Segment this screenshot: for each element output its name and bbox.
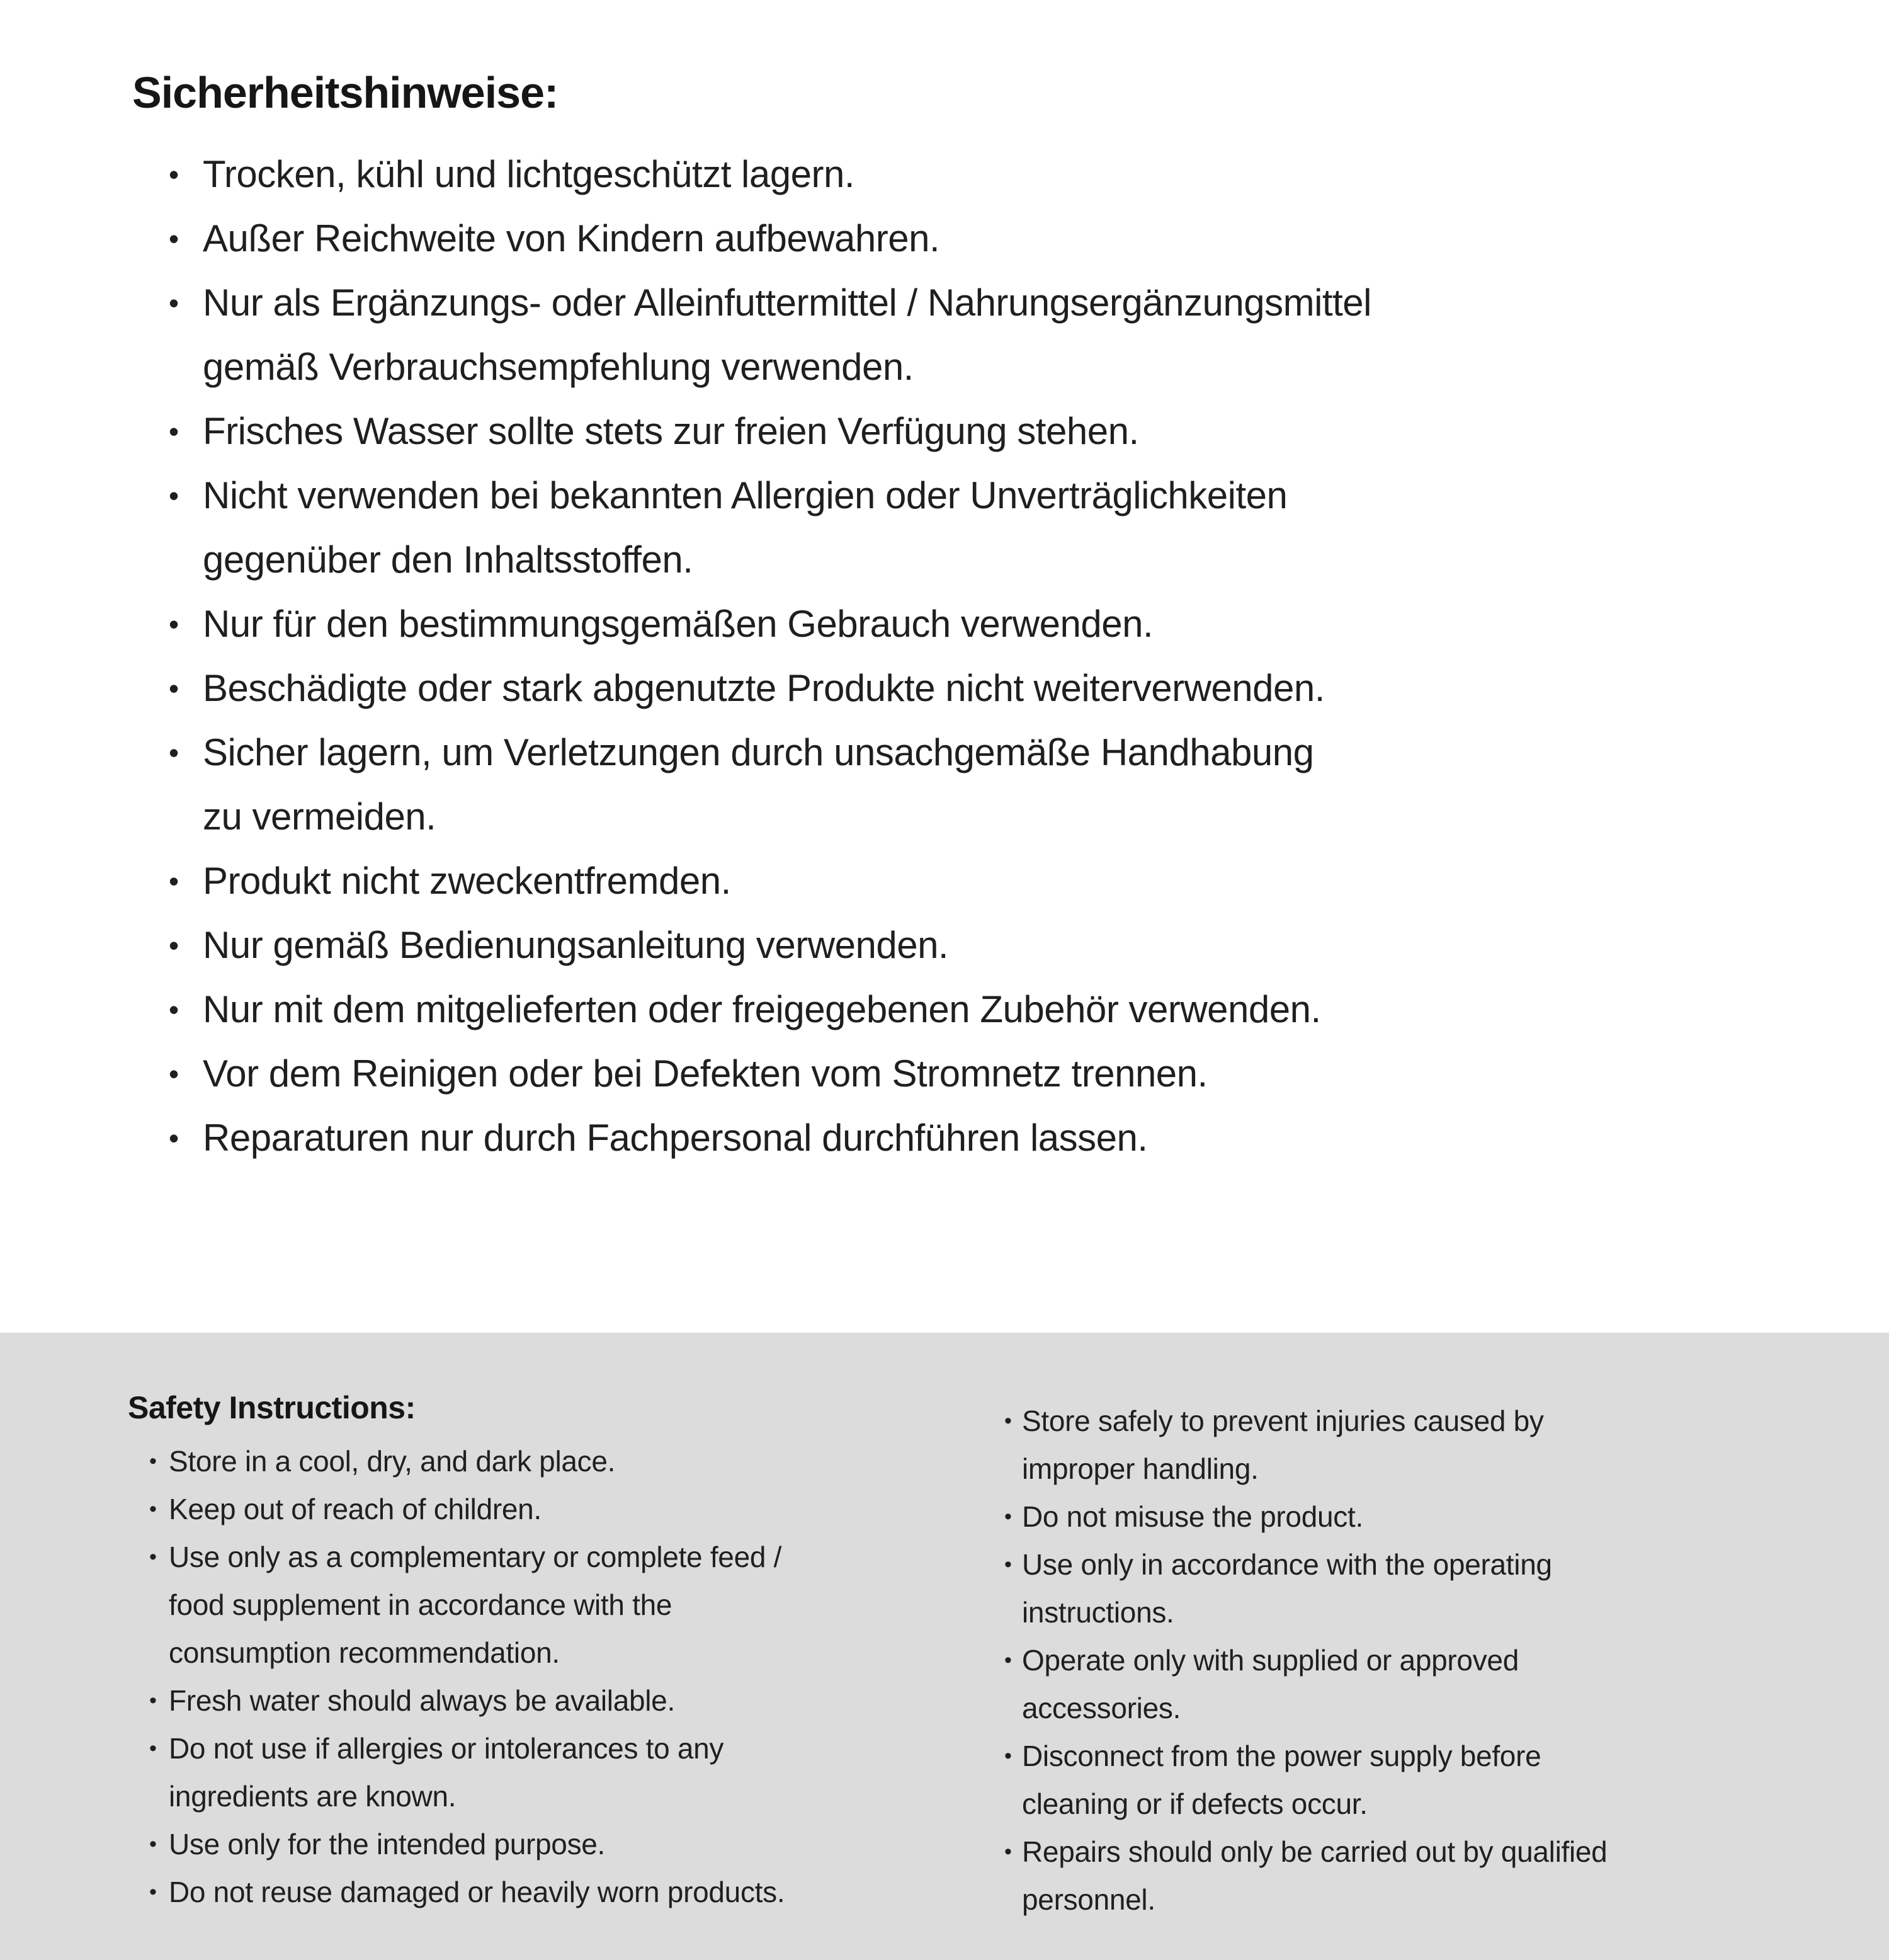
bullet-icon: • (149, 1880, 157, 1904)
list-item (128, 1724, 934, 1820)
list-item-text (169, 1485, 934, 1533)
list-item-text (203, 592, 1793, 656)
german-safety-section (0, 68, 1889, 1333)
list-item-text (203, 656, 1793, 721)
list-item (169, 849, 1793, 913)
english-left-bullet-list (128, 1437, 934, 1916)
bullet-icon: • (1004, 1553, 1012, 1576)
bullet-icon: • (169, 736, 179, 769)
english-safety-section (0, 1333, 1889, 1960)
list-item-text (169, 1868, 934, 1916)
text-line: Use only as a complementary or complete feed / (169, 1541, 782, 1573)
list-item-text (1022, 1732, 1880, 1828)
german-section-title: Sicherheitshinweise: (132, 68, 559, 117)
text-line: Sicher lagern, um Verletzungen durch unsachgemäße Handhabung (203, 731, 1314, 773)
list-item-text (203, 913, 1793, 977)
list-item (169, 1042, 1793, 1106)
list-item (169, 464, 1793, 592)
list-item-text (169, 1724, 934, 1820)
list-item (1004, 1732, 1880, 1828)
list-item-text (169, 1437, 934, 1485)
bullet-icon: • (169, 929, 179, 962)
text-line: consumption recommendation. (169, 1636, 560, 1669)
bullet-icon: • (149, 1832, 157, 1856)
list-item (1004, 1541, 1880, 1636)
text-line: Store in a cool, dry, and dark place. (169, 1445, 616, 1478)
text-line: Use only for the intended purpose. (169, 1828, 606, 1860)
english-left-column (128, 1392, 934, 1916)
list-item (128, 1868, 934, 1916)
bullet-icon: • (149, 1449, 157, 1473)
text-line: Nicht verwenden bei bekannten Allergien oder Unverträglichkeiten (203, 474, 1288, 516)
list-item (169, 913, 1793, 977)
bullet-icon: • (169, 672, 179, 705)
bullet-icon: • (169, 415, 179, 448)
list-item-text (1022, 1397, 1880, 1493)
bullet-icon: • (169, 993, 179, 1026)
text-line: Nur gemäß Bedienungsanleitung verwenden. (203, 924, 949, 966)
bullet-icon: • (169, 158, 179, 191)
list-item-text (169, 1533, 934, 1677)
text-line: improper handling. (1022, 1452, 1259, 1485)
list-item (169, 399, 1793, 464)
list-item-text (1022, 1541, 1880, 1636)
bullet-icon: • (149, 1497, 157, 1521)
list-item (128, 1533, 934, 1677)
text-line: cleaning or if defects occur. (1022, 1787, 1368, 1820)
text-line: Do not use if allergies or intolerances to any (169, 1732, 724, 1765)
text-line: Trocken, kühl und lichtgeschützt lagern. (203, 153, 855, 195)
text-line: Store safely to prevent injuries caused by (1022, 1404, 1544, 1437)
list-item (1004, 1397, 1880, 1493)
german-bullet-list (169, 142, 1793, 1170)
list-item (169, 271, 1793, 399)
text-line: accessories. (1022, 1692, 1181, 1724)
bullet-icon: • (169, 287, 179, 319)
list-item-text (203, 721, 1793, 849)
bullet-icon: • (1004, 1505, 1012, 1529)
list-item (169, 1106, 1793, 1170)
text-line: Keep out of reach of children. (169, 1493, 542, 1525)
english-right-column (1004, 1383, 1880, 1923)
text-line: Außer Reichweite von Kindern aufbewahren. (203, 217, 940, 259)
list-item (169, 977, 1793, 1042)
bullet-icon: • (1004, 1744, 1012, 1768)
list-item (169, 656, 1793, 721)
list-item (128, 1485, 934, 1533)
text-line: personnel. (1022, 1883, 1155, 1916)
list-item-text (203, 1106, 1793, 1170)
bullet-icon: • (1004, 1648, 1012, 1672)
text-line: Produkt nicht zweckentfremden. (203, 860, 731, 902)
text-line: Do not reuse damaged or heavily worn products. (169, 1876, 785, 1908)
list-item-text (1022, 1636, 1880, 1732)
text-line: Repairs should only be carried out by qualified (1022, 1835, 1608, 1868)
text-line: Do not misuse the product. (1022, 1500, 1363, 1533)
text-line: Disconnect from the power supply before (1022, 1740, 1541, 1772)
bullet-icon: • (1004, 1840, 1012, 1864)
bullet-icon: • (169, 865, 179, 897)
bullet-icon: • (149, 1545, 157, 1569)
bullet-icon: • (169, 1122, 179, 1154)
safety-label-page (0, 68, 1889, 1960)
text-line: Use only in accordance with the operating (1022, 1548, 1552, 1581)
list-item-text (203, 271, 1793, 399)
bullet-icon: • (1004, 1409, 1012, 1433)
text-line: gemäß Verbrauchsempfehlung verwenden. (203, 346, 914, 388)
list-item-text (169, 1677, 934, 1724)
list-item-text (169, 1820, 934, 1868)
list-item-text (203, 464, 1793, 592)
list-item (169, 207, 1793, 271)
list-item-text (203, 207, 1793, 271)
text-line: Nur als Ergänzungs- oder Alleinfuttermittel / Nahrungsergänzungsmittel (203, 282, 1371, 324)
list-item-text (203, 142, 1793, 207)
text-line: Vor dem Reinigen oder bei Defekten vom Stromnetz trennen. (203, 1052, 1208, 1095)
text-line: food supplement in accordance with the (169, 1588, 672, 1621)
list-item (128, 1437, 934, 1485)
bullet-icon: • (169, 1057, 179, 1090)
bullet-icon: • (169, 479, 179, 512)
list-item (1004, 1828, 1880, 1923)
list-item-text (1022, 1828, 1880, 1923)
text-line: Nur für den bestimmungsgemäßen Gebrauch verwenden. (203, 603, 1154, 645)
text-line: Operate only with supplied or approved (1022, 1644, 1519, 1677)
text-line: Fresh water should always be available. (169, 1684, 675, 1717)
list-item (169, 142, 1793, 207)
list-item (1004, 1493, 1880, 1541)
text-line: Beschädigte oder stark abgenutzte Produkte nicht weiterverwenden. (203, 667, 1325, 709)
text-line: Frisches Wasser sollte stets zur freien Verfügung stehen. (203, 410, 1139, 452)
list-item (1004, 1636, 1880, 1732)
bullet-icon: • (169, 222, 179, 255)
list-item (128, 1677, 934, 1724)
list-item-text (203, 1042, 1793, 1106)
text-line: instructions. (1022, 1596, 1174, 1629)
list-item-text (1022, 1493, 1880, 1541)
list-item-text (203, 849, 1793, 913)
text-line: zu vermeiden. (203, 795, 436, 838)
bullet-icon: • (149, 1689, 157, 1712)
text-line: Reparaturen nur durch Fachpersonal durchführen lassen. (203, 1117, 1148, 1159)
text-line: Nur mit dem mitgelieferten oder freigegebenen Zubehör verwenden. (203, 988, 1321, 1030)
text-line: ingredients are known. (169, 1780, 457, 1813)
bullet-icon: • (169, 608, 179, 641)
list-item (128, 1820, 934, 1868)
english-section-title: Safety Instructions: (128, 1390, 416, 1425)
text-line: gegenüber den Inhaltsstoffen. (203, 538, 693, 581)
list-item (169, 592, 1793, 656)
list-item-text (203, 977, 1793, 1042)
bullet-icon: • (149, 1736, 157, 1760)
list-item-text (203, 399, 1793, 464)
list-item (169, 721, 1793, 849)
english-right-bullet-list (1004, 1397, 1880, 1923)
